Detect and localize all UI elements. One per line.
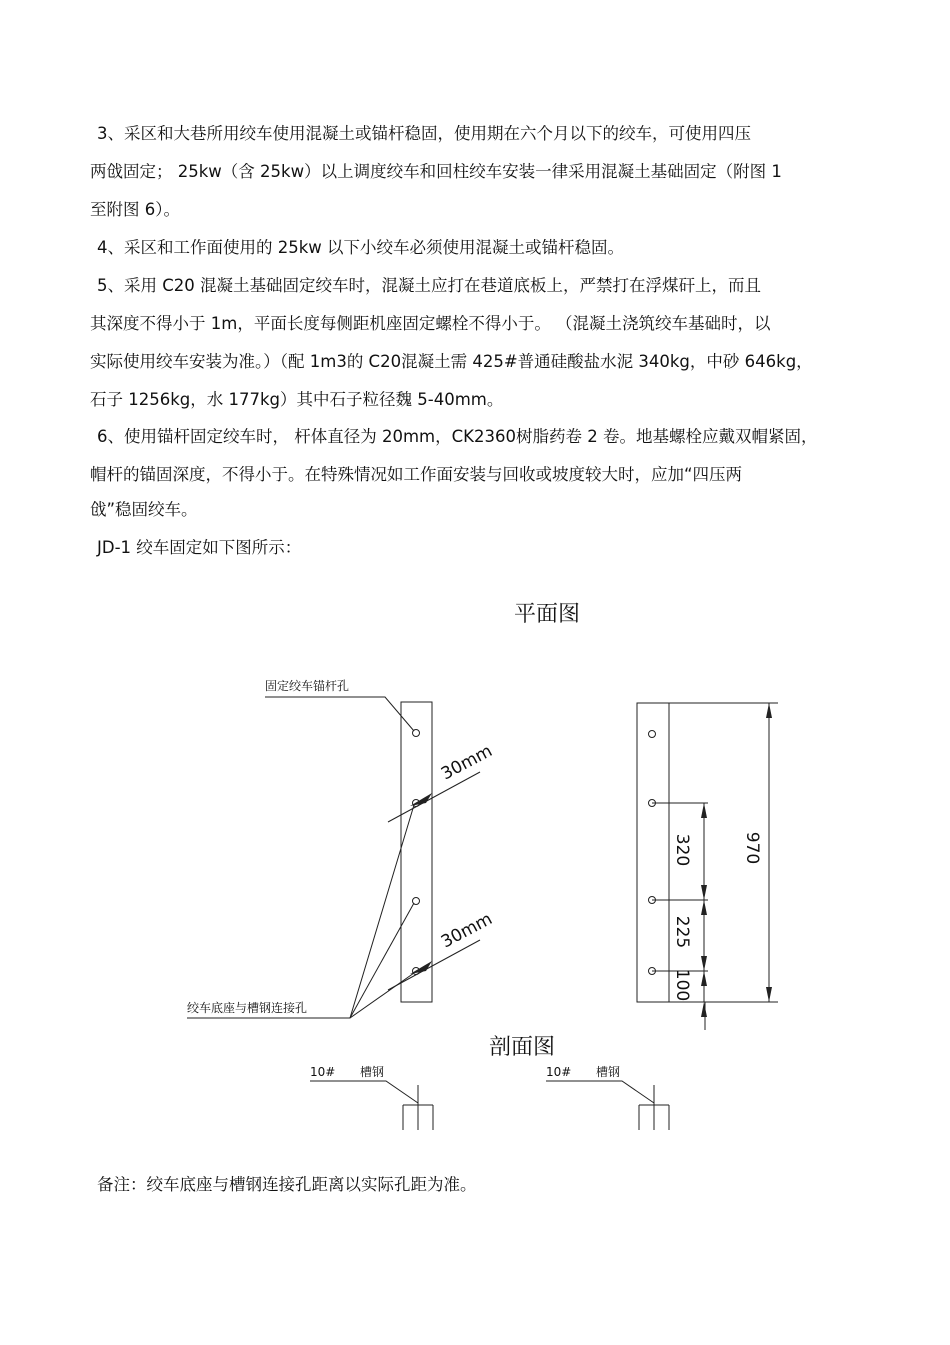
- plan-view-title: 平面图: [514, 602, 581, 627]
- paragraph-5-line-4: 石子 1256kg，水 177kg）其中石子粒径魏 5-40mm。: [90, 390, 504, 409]
- channel-right-name: 槽钢: [596, 1065, 621, 1079]
- angle-label-1: 30mm: [437, 741, 496, 785]
- dim-label-320: 320: [672, 833, 692, 867]
- paragraph-4: 4、采区和工作面使用的 25kw 以下小绞车必须使用混凝土或锚杆稳固。: [97, 238, 625, 257]
- paragraph-3-line-1: 3、采区和大巷所用绞车使用混凝土或锚杆稳固，使用期在六个月以下的绞车，可使用四压: [97, 124, 751, 143]
- leader-connect-hole-2: [350, 903, 414, 1018]
- anchor-angle-line-1: [388, 772, 480, 822]
- figure-intro: JD-1 绞车固定如下图所示：: [97, 538, 302, 557]
- right-anchor-hole-1: [649, 731, 656, 738]
- paragraph-6-line-3: 戗”稳固绞车。: [90, 500, 198, 519]
- figure-note: 备注：绞车底座与槽钢连接孔距离以实际孔距为准。: [97, 1175, 477, 1194]
- left-base-strip: [401, 702, 432, 1002]
- leader-channel-right: [546, 1081, 654, 1103]
- dim-label-225: 225: [672, 915, 692, 949]
- paragraph-5-line-1: 5、采用 C20 混凝土基础固定绞车时，混凝土应打在巷道底板上，严禁打在浮煤矸上，而且: [97, 276, 762, 295]
- channel-right-number: 10#: [546, 1065, 572, 1079]
- angle-label-2: 30mm: [437, 909, 496, 953]
- leader-channel-left: [310, 1081, 418, 1103]
- anchor-angle-line-2: [388, 940, 480, 990]
- paragraph-6-line-1: 6、使用锚杆固定绞车时， 杆体直径为 20mm，CK2360树脂药卷 2 卷。地基螺栓应戴双帽紧固，: [97, 427, 818, 446]
- paragraph-3-line-3: 至附图 6）。: [90, 200, 180, 219]
- dim-label-100: 100: [672, 968, 692, 1002]
- paragraph-5-line-2: 其深度不得小于 1m，平面长度每侧距机座固定螺栓不得小于。 （混凝土浇筑绞车基础时，以: [90, 314, 771, 333]
- label-connect-hole: 绞车底座与槽钢连接孔: [187, 1001, 308, 1015]
- paragraph-5-line-3: 实际使用绞车安装为准。）（配 1m3的 C20混凝土需 425#普通硅酸盐水泥 340kg，中砂 646kg，: [90, 352, 813, 371]
- leader-connect-hole-3: [350, 973, 414, 1018]
- leader-anchor-hole: [265, 697, 414, 731]
- paragraph-3-line-2: 两戗固定； 25kw（含 25kw）以上调度绞车和回柱绞车安装一律采用混凝土基础固定（附图 1: [90, 162, 782, 181]
- paragraph-6-line-2: 帽杆的锚固深度，不得小于。在特殊情况如工作面安装与回收或坡度较大时，应加“四压两: [90, 465, 743, 484]
- dim-label-970: 970: [742, 831, 762, 865]
- channel-left-name: 槽钢: [360, 1065, 385, 1079]
- label-anchor-hole: 固定绞车锚杆孔: [265, 679, 350, 693]
- section-view-title: 剖面图: [489, 1035, 556, 1060]
- channel-left-number: 10#: [310, 1065, 336, 1079]
- leader-connect-hole-1: [187, 805, 414, 1018]
